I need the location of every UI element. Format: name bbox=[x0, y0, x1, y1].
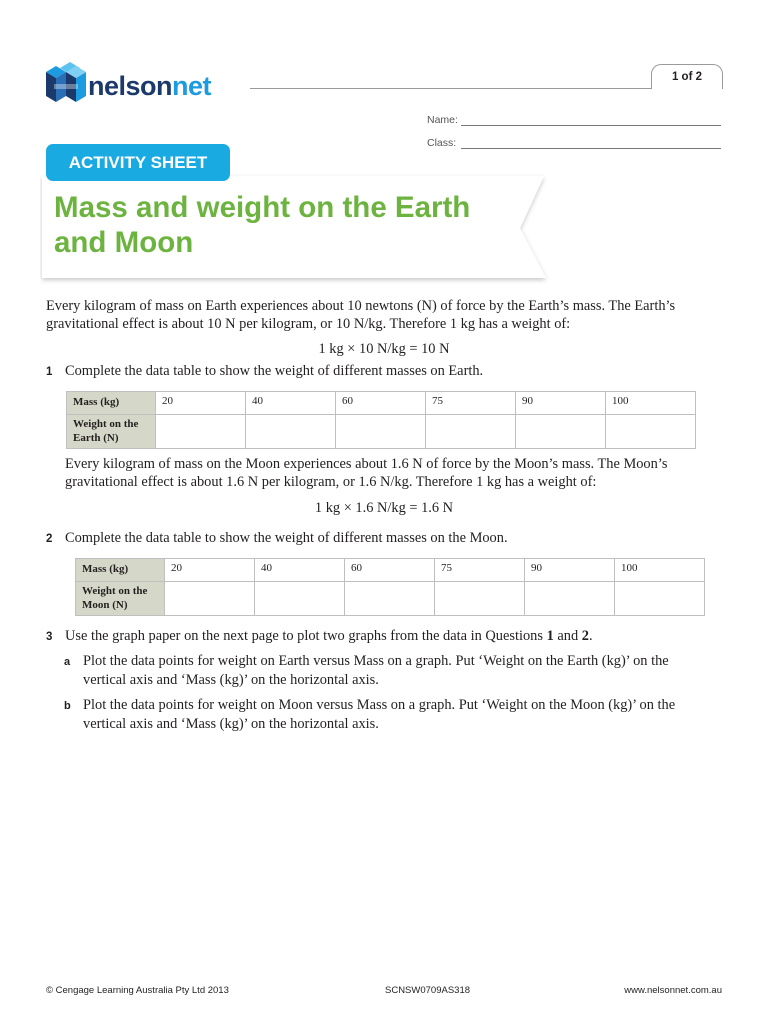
question-3-text: Use the graph paper on the next page to plot two graphs from the data in Questions 1 and 2. bbox=[65, 628, 593, 644]
question-3a-text: Plot the data points for weight on Earth versus Mass on a graph. Put ‘Weight on the Earth (kg)’ on the vertical axis and ‘Mass (kg)’ on the horizontal axis. bbox=[83, 653, 669, 688]
moon-data-table bbox=[75, 558, 705, 616]
mass-cell: 90 bbox=[525, 559, 615, 582]
question-1-text: Complete the data table to show the weight of different masses on Earth. bbox=[65, 363, 484, 379]
earth-data-table bbox=[66, 391, 696, 449]
table-row bbox=[76, 559, 705, 582]
class-line bbox=[461, 148, 721, 149]
question-1-number: 1 bbox=[46, 366, 53, 378]
mass-header: Mass (kg) bbox=[76, 559, 165, 582]
question-3b-text: Plot the data points for weight on Moon versus Mass on a graph. Put ‘Weight on the Moon (kg)’ on the vertical axis and ‘Mass (kg)’ on the horizontal axis. bbox=[83, 697, 676, 732]
logo-cube-icon bbox=[44, 62, 90, 110]
question-3-number: 3 bbox=[46, 631, 53, 643]
mass-cell: 75 bbox=[435, 559, 525, 582]
title-line-2: and Moon bbox=[54, 226, 194, 259]
mass-cell: 100 bbox=[615, 559, 705, 582]
weight-input-cell[interactable] bbox=[255, 582, 345, 616]
name-field[interactable] bbox=[427, 114, 721, 130]
weight-input-cell[interactable] bbox=[345, 582, 435, 616]
weight-earth-header: Weight on the Earth (N) bbox=[67, 415, 156, 449]
page-title bbox=[54, 190, 514, 260]
weight-input-cell[interactable] bbox=[246, 415, 336, 449]
name-label: Name: bbox=[427, 114, 458, 126]
nelsonnet-logo bbox=[44, 62, 254, 110]
title-line-1: Mass and weight on the Earth bbox=[54, 191, 471, 224]
class-label: Class: bbox=[427, 137, 457, 149]
weight-moon-header: Weight on the Moon (N) bbox=[76, 582, 165, 616]
weight-input-cell[interactable] bbox=[516, 415, 606, 449]
table-row bbox=[76, 582, 705, 616]
name-line bbox=[461, 125, 721, 126]
weight-input-cell[interactable] bbox=[336, 415, 426, 449]
class-field[interactable] bbox=[427, 137, 721, 153]
table-row bbox=[67, 392, 696, 415]
footer-website[interactable]: www.nelsonnet.com.au bbox=[624, 985, 722, 996]
mass-cell: 60 bbox=[345, 559, 435, 582]
mass-cell: 100 bbox=[606, 392, 696, 415]
weight-input-cell[interactable] bbox=[525, 582, 615, 616]
weight-input-cell[interactable] bbox=[615, 582, 705, 616]
page-indicator: 1 of 2 bbox=[651, 64, 723, 89]
footer-code: SCNSW0709AS318 bbox=[385, 985, 471, 996]
footer-copyright: © Cengage Learning Australia Pty Ltd 2013 bbox=[46, 985, 229, 996]
mass-cell: 40 bbox=[246, 392, 336, 415]
logo-wordmark: nelsonnet bbox=[88, 71, 212, 101]
mass-header: Mass (kg) bbox=[67, 392, 156, 415]
moon-intro bbox=[65, 455, 725, 491]
mass-cell: 60 bbox=[336, 392, 426, 415]
question-2-text: Complete the data table to show the weight of different masses on the Moon. bbox=[65, 530, 508, 546]
weight-input-cell[interactable] bbox=[165, 582, 255, 616]
mass-cell: 40 bbox=[255, 559, 345, 582]
weight-input-cell[interactable] bbox=[426, 415, 516, 449]
moon-equation: 1 kg × 1.6 N/kg = 1.6 N bbox=[314, 500, 454, 516]
question-2-number: 2 bbox=[46, 533, 53, 545]
question-3a-letter: a bbox=[64, 656, 71, 668]
mass-cell: 90 bbox=[516, 392, 606, 415]
mass-cell: 20 bbox=[165, 559, 255, 582]
weight-input-cell[interactable] bbox=[435, 582, 525, 616]
earth-intro bbox=[46, 297, 726, 333]
weight-input-cell[interactable] bbox=[606, 415, 696, 449]
earth-intro-line-2: gravitational effect is about 10 N per kilogram, or 10 N/kg. Therefore 1 kg has a weight of: bbox=[46, 316, 571, 332]
moon-intro-line-1: Every kilogram of mass on the Moon experiences about 1.6 N of force by the Moon’s mass. The Moon’s bbox=[65, 456, 668, 472]
moon-intro-line-2: gravitational effect is about 1.6 N per kilogram, or 1.6 N/kg. Therefore 1 kg has a weight of: bbox=[65, 474, 597, 490]
earth-equation: 1 kg × 10 N/kg = 10 N bbox=[318, 341, 450, 357]
weight-input-cell[interactable] bbox=[156, 415, 246, 449]
question-3b-letter: b bbox=[64, 700, 71, 712]
table-row bbox=[67, 415, 696, 449]
mass-cell: 20 bbox=[156, 392, 246, 415]
earth-intro-line-1: Every kilogram of mass on Earth experiences about 10 newtons (N) of force by the Earth’s mass. The Earth’s bbox=[46, 298, 676, 314]
mass-cell: 75 bbox=[426, 392, 516, 415]
activity-sheet-badge: ACTIVITY SHEET bbox=[46, 144, 230, 181]
